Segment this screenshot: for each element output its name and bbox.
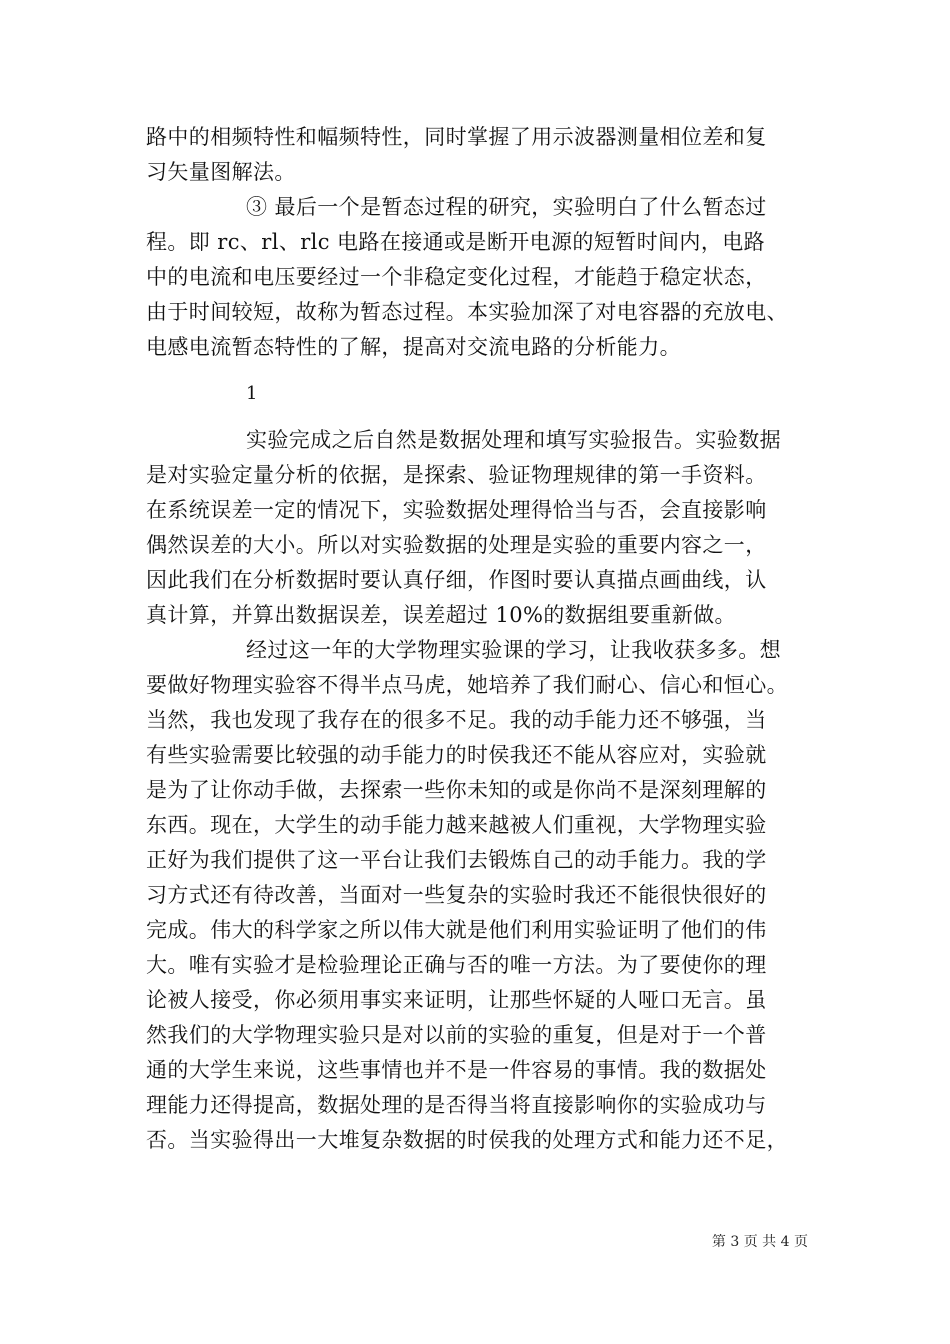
text-line: 完成。伟大的科学家之所以伟大就是他们利用实验证明了他们的伟: [146, 918, 767, 942]
text-line: 程。即 rc、rl、rlc 电路在接通或是断开电源的短暂时间内，电路: [146, 230, 766, 254]
text-line: 电感电流暂态特性的了解，提高对交流电路的分析能力。: [146, 335, 681, 359]
text-line: 东西。现在，大学生的动手能力越来越被人们重视，大学物理实验: [146, 813, 767, 837]
text-line: 习方式还有待改善，当面对一些复杂的实验时我还不能很快很好的: [146, 883, 767, 907]
text-line: 真计算，并算出数据误差，误差超过 10%的数据组要重新做。: [146, 603, 736, 627]
text-line: 当然，我也发现了我存在的很多不足。我的动手能力还不够强，当: [146, 708, 767, 732]
text-line: 偶然误差的大小。所以对实验数据的处理是实验的重要内容之一，: [146, 533, 767, 557]
paragraph-block-top: [146, 120, 818, 365]
page-footer: 第 3 页 共 4 页: [711, 1234, 808, 1250]
text-line: 有些实验需要比较强的动手能力的时侯我还不能从容应对，实验就: [146, 743, 767, 767]
text-line: 否。当实验得出一大堆复杂数据的时侯我的处理方式和能力还不足，: [146, 1128, 788, 1152]
text-line: 大。唯有实验才是检验理论正确与否的唯一方法。为了要使你的理: [146, 953, 767, 977]
text-line: 通的大学生来说，这些事情也并不是一件容易的事情。我的数据处: [146, 1058, 767, 1082]
text-line: 因此我们在分析数据时要认真仔细，作图时要认真描点画曲线，认: [146, 568, 767, 592]
text-line: 论被人接受，你必须用事实来证明，让那些怀疑的人哑口无言。虽: [146, 988, 767, 1012]
text-line: 经过这一年的大学物理实验课的学习，让我收获多多。想: [246, 638, 781, 662]
text-line: ③ 最后一个是暂态过程的研究，实验明白了什么暂态过: [246, 195, 767, 219]
text-line: 是对实验定量分析的依据，是探索、验证物理规律的第一手资料。: [146, 463, 767, 487]
text-line: 正好为我们提供了这一平台让我们去锻炼自己的动手能力。我的学: [146, 848, 767, 872]
text-line: 实验完成之后自然是数据处理和填写实验报告。实验数据: [246, 428, 781, 452]
inline-page-number: 1: [246, 383, 258, 404]
text-line: 然我们的大学物理实验只是对以前的实验的重复，但是对于一个普: [146, 1023, 767, 1047]
text-line: 要做好物理实验容不得半点马虎，她培养了我们耐心、信心和恒心。: [146, 673, 788, 697]
text-line: 习矢量图解法。: [146, 160, 296, 184]
text-line: 是为了让你动手做，去探索一些你未知的或是你尚不是深刻理解的: [146, 778, 767, 802]
text-line: 路中的相频特性和幅频特性，同时掌握了用示波器测量相位差和复: [146, 125, 767, 149]
text-line: 理能力还得提高，数据处理的是否得当将直接影响你的实验成功与: [146, 1093, 767, 1117]
text-line: 中的电流和电压要经过一个非稳定变化过程，才能趋于稳定状态，: [146, 265, 767, 289]
paragraph-block-main: [146, 423, 818, 1158]
text-line: 在系统误差一定的情况下，实验数据处理得恰当与否，会直接影响: [146, 498, 767, 522]
text-line: 由于时间较短，故称为暂态过程。本实验加深了对电容器的充放电、: [146, 300, 788, 324]
